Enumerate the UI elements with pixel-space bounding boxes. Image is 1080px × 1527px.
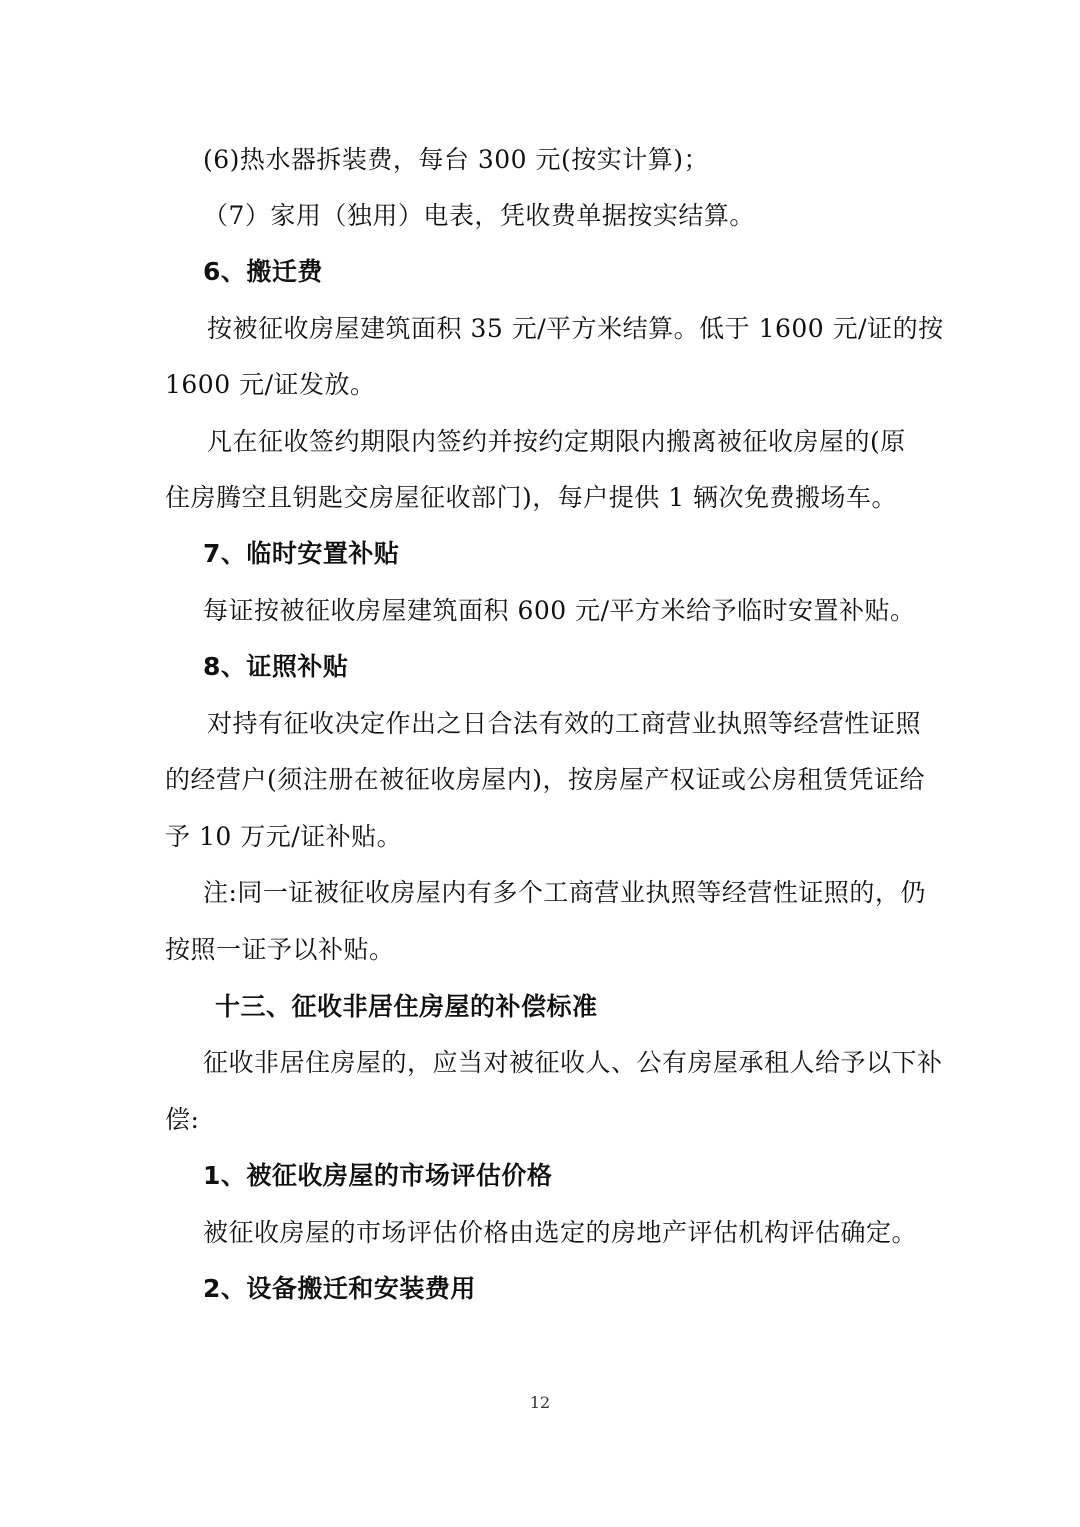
heading-temporary-resettlement: 7、临时安置补贴: [203, 539, 400, 568]
paragraph-line-non-residential-2: 偿:: [165, 1105, 200, 1134]
paragraph-line-water-heater-fee: (6)热水器拆装费，每台 300 元(按实计算)；: [203, 145, 710, 174]
heading-market-valuation: 1、被征收房屋的市场评估价格: [203, 1161, 553, 1190]
paragraph-line-note-1: 注:同一证被征收房屋内有多个工商营业执照等经营性证照的，仍: [203, 878, 926, 907]
paragraph-line-temporary-resettlement: 每证按被征收房屋建筑面积 600 元/平方米给予临时安置补贴。: [203, 596, 916, 625]
page-number: 12: [529, 1393, 551, 1412]
paragraph-line-relocation-fee-1: 按被征收房屋建筑面积 35 元/平方米结算。低于 1600 元/证的按: [207, 314, 944, 343]
section-heading-non-residential: 十三、征收非居住房屋的补偿标准: [215, 992, 598, 1021]
paragraph-line-non-residential-1: 征收非居住房屋的，应当对被征收人、公有房屋承租人给予以下补: [203, 1048, 943, 1077]
heading-relocation-fee: 6、搬迁费: [203, 257, 323, 286]
paragraph-line-license-subsidy-3: 予 10 万元/证补贴。: [165, 822, 403, 851]
paragraph-line-electric-meter: （7）家用（独用）电表，凭收费单据按实结算。: [203, 201, 755, 230]
paragraph-line-note-2: 按照一证予以补贴。: [165, 935, 395, 964]
paragraph-line-license-subsidy-1: 对持有征收决定作出之日合法有效的工商营业执照等经营性证照: [207, 709, 922, 738]
paragraph-line-license-subsidy-2: 的经营户(须注册在被征收房屋内)，按房屋产权证或公房租赁凭证给: [165, 765, 926, 794]
paragraph-line-market-valuation: 被征收房屋的市场评估价格由选定的房地产评估机构评估确定。: [203, 1218, 918, 1247]
paragraph-line-moving-truck-1: 凡在征收签约期限内签约并按约定期限内搬离被征收房屋的(原: [207, 427, 906, 456]
paragraph-line-moving-truck-2: 住房腾空且钥匙交房屋征收部门)，每户提供 1 辆次免费搬场车。: [165, 483, 898, 512]
paragraph-line-relocation-fee-2: 1600 元/证发放。: [165, 370, 376, 399]
heading-equipment-relocation: 2、设备搬迁和安装费用: [203, 1274, 476, 1303]
heading-license-subsidy: 8、证照补贴: [203, 652, 349, 681]
